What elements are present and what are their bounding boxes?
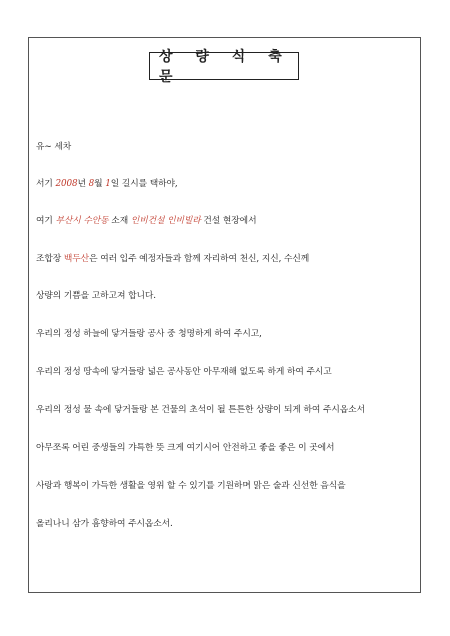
text-line-date bbox=[36, 176, 178, 189]
text-line: 사랑과 행복이 가득한 생활을 영위 할 수 있기를 기원하며 맑은 술과 신선한 음식을 bbox=[36, 481, 346, 491]
month-value: 8 bbox=[88, 179, 95, 189]
text-line: 우리의 정성 하늘에 닿거들랑 공사 중 청명하게 하여 주시고, bbox=[36, 329, 262, 339]
text-line: 올리나니 삼가 흠향하여 주시옵소서. bbox=[36, 519, 173, 529]
line-segment: 여기 bbox=[36, 216, 56, 226]
line-segment: 월 bbox=[94, 179, 106, 189]
text-line-chairman bbox=[36, 251, 309, 264]
line-segment: 은 여러 입주 예정자들과 함께 자리하여 천신, 지신, 수신께 bbox=[89, 254, 310, 264]
text-line: 상량의 기쁨을 고하고져 합니다. bbox=[36, 291, 156, 301]
day-value: 1 bbox=[105, 179, 111, 189]
text-line: 우리의 정성 땅속에 닿거들랑 넓은 공사동안 아무재해 없도록 하게 하여 주시고 bbox=[36, 367, 332, 377]
line-segment: 소재 bbox=[108, 216, 131, 226]
text-line: 아무쪼록 어린 중생들의 갸특한 뜻 크게 여기시어 안전하고 좋을 좋은 이 곳에서 bbox=[36, 443, 335, 453]
document-page bbox=[28, 37, 421, 593]
line-segment: 건설 현장에서 bbox=[200, 216, 257, 226]
line-segment: 조합장 bbox=[36, 254, 64, 264]
builder-value: 인비건설 인비빌라 bbox=[130, 216, 201, 226]
text-line-greeting: 유~ 세차 bbox=[36, 142, 72, 152]
location-value: 부산시 수안동 bbox=[55, 216, 109, 226]
line-segment: 년 bbox=[77, 179, 89, 189]
text-line: 우리의 정성 물 속에 닿거들랑 본 건물의 초석이 될 튼튼한 상량이 되게 하여 주시옵소서 bbox=[36, 405, 365, 415]
document-title: 상 량 식 축 문 bbox=[149, 52, 299, 80]
text-line-location bbox=[36, 213, 256, 226]
line-segment: 일 길시를 택하야, bbox=[110, 179, 178, 189]
year-value: 2008 bbox=[55, 179, 78, 189]
line-segment: 서기 bbox=[36, 179, 56, 189]
chairman-name: 백두산 bbox=[63, 254, 90, 264]
